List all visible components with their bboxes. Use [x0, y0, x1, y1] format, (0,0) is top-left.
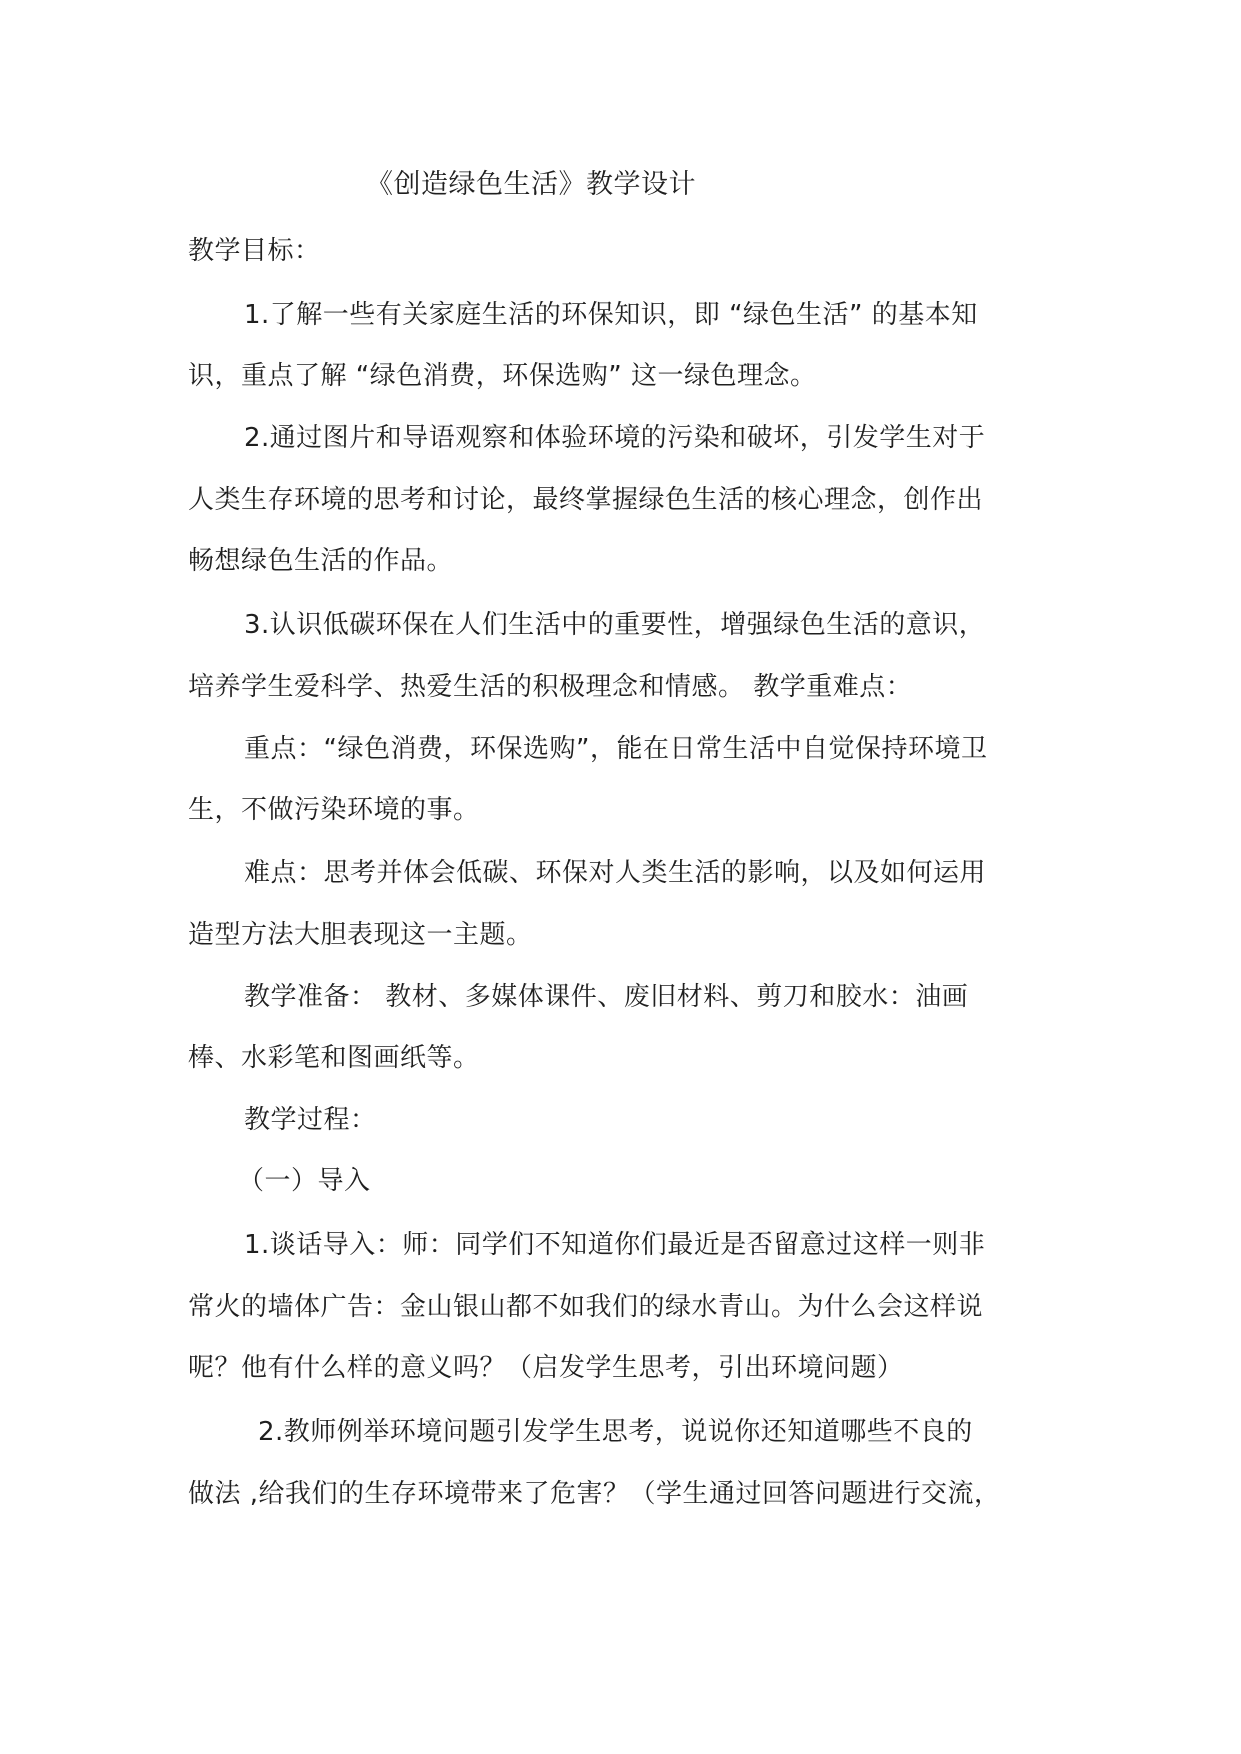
- paragraph-line: 棒、水彩笔和图画纸等。: [188, 1043, 480, 1073]
- paragraph-line: 常火的墙体广告：金山银山都不如我们的绿水青山。为什么会这样说: [188, 1292, 984, 1322]
- paragraph-line: 难点：思考并体会低碳、环保对人类生活的影响，以及如何运用: [244, 858, 987, 888]
- section-heading-objectives: 教学目标：: [188, 236, 321, 266]
- paragraph-line: 识，重点了解 “绿色消费，环保选购” 这一绿色理念。: [188, 361, 817, 391]
- paragraph-line: 1.谈话导入：师：同学们不知道你们最近是否留意过这样一则非: [244, 1230, 986, 1260]
- section-heading-process: 教学过程：: [244, 1105, 377, 1135]
- paragraph-line: 教学准备： 教材、多媒体课件、废旧材料、剪刀和胶水：油画: [244, 982, 969, 1012]
- document-title: 《创造绿色生活》教学设计: [366, 169, 696, 200]
- paragraph-line: 做法 ,给我们的生存环境带来了危害？（学生通过回答问题进行交流，: [188, 1479, 1001, 1509]
- paragraph-line: 重点：“绿色消费，环保选购”，能在日常生活中自觉保持环境卫: [244, 734, 988, 764]
- paragraph-line: 2.通过图片和导语观察和体验环境的污染和破坏，引发学生对于: [244, 423, 986, 453]
- paragraph-line: 2.教师例举环境问题引发学生思考，说说你还知道哪些不良的: [258, 1417, 973, 1447]
- paragraph-line: 畅想绿色生活的作品。: [188, 546, 454, 576]
- paragraph-line: 人类生存环境的思考和讨论，最终掌握绿色生活的核心理念，创作出: [188, 485, 984, 515]
- paragraph-line: 3.认识低碳环保在人们生活中的重要性，增强绿色生活的意识，: [244, 610, 986, 640]
- paragraph-line: 1.了解一些有关家庭生活的环保知识，即 “绿色生活” 的基本知: [244, 300, 978, 330]
- paragraph-line: 呢？他有什么样的意义吗？（启发学生思考，引出环境问题）: [188, 1353, 904, 1383]
- paragraph-line: 培养学生爱科学、热爱生活的积极理念和情感。 教学重难点：: [188, 672, 913, 702]
- paragraph-line: 造型方法大胆表现这一主题。: [188, 920, 533, 950]
- paragraph-line: 生，不做污染环境的事。: [188, 795, 480, 825]
- subsection-heading-intro: （一）导入: [238, 1166, 371, 1196]
